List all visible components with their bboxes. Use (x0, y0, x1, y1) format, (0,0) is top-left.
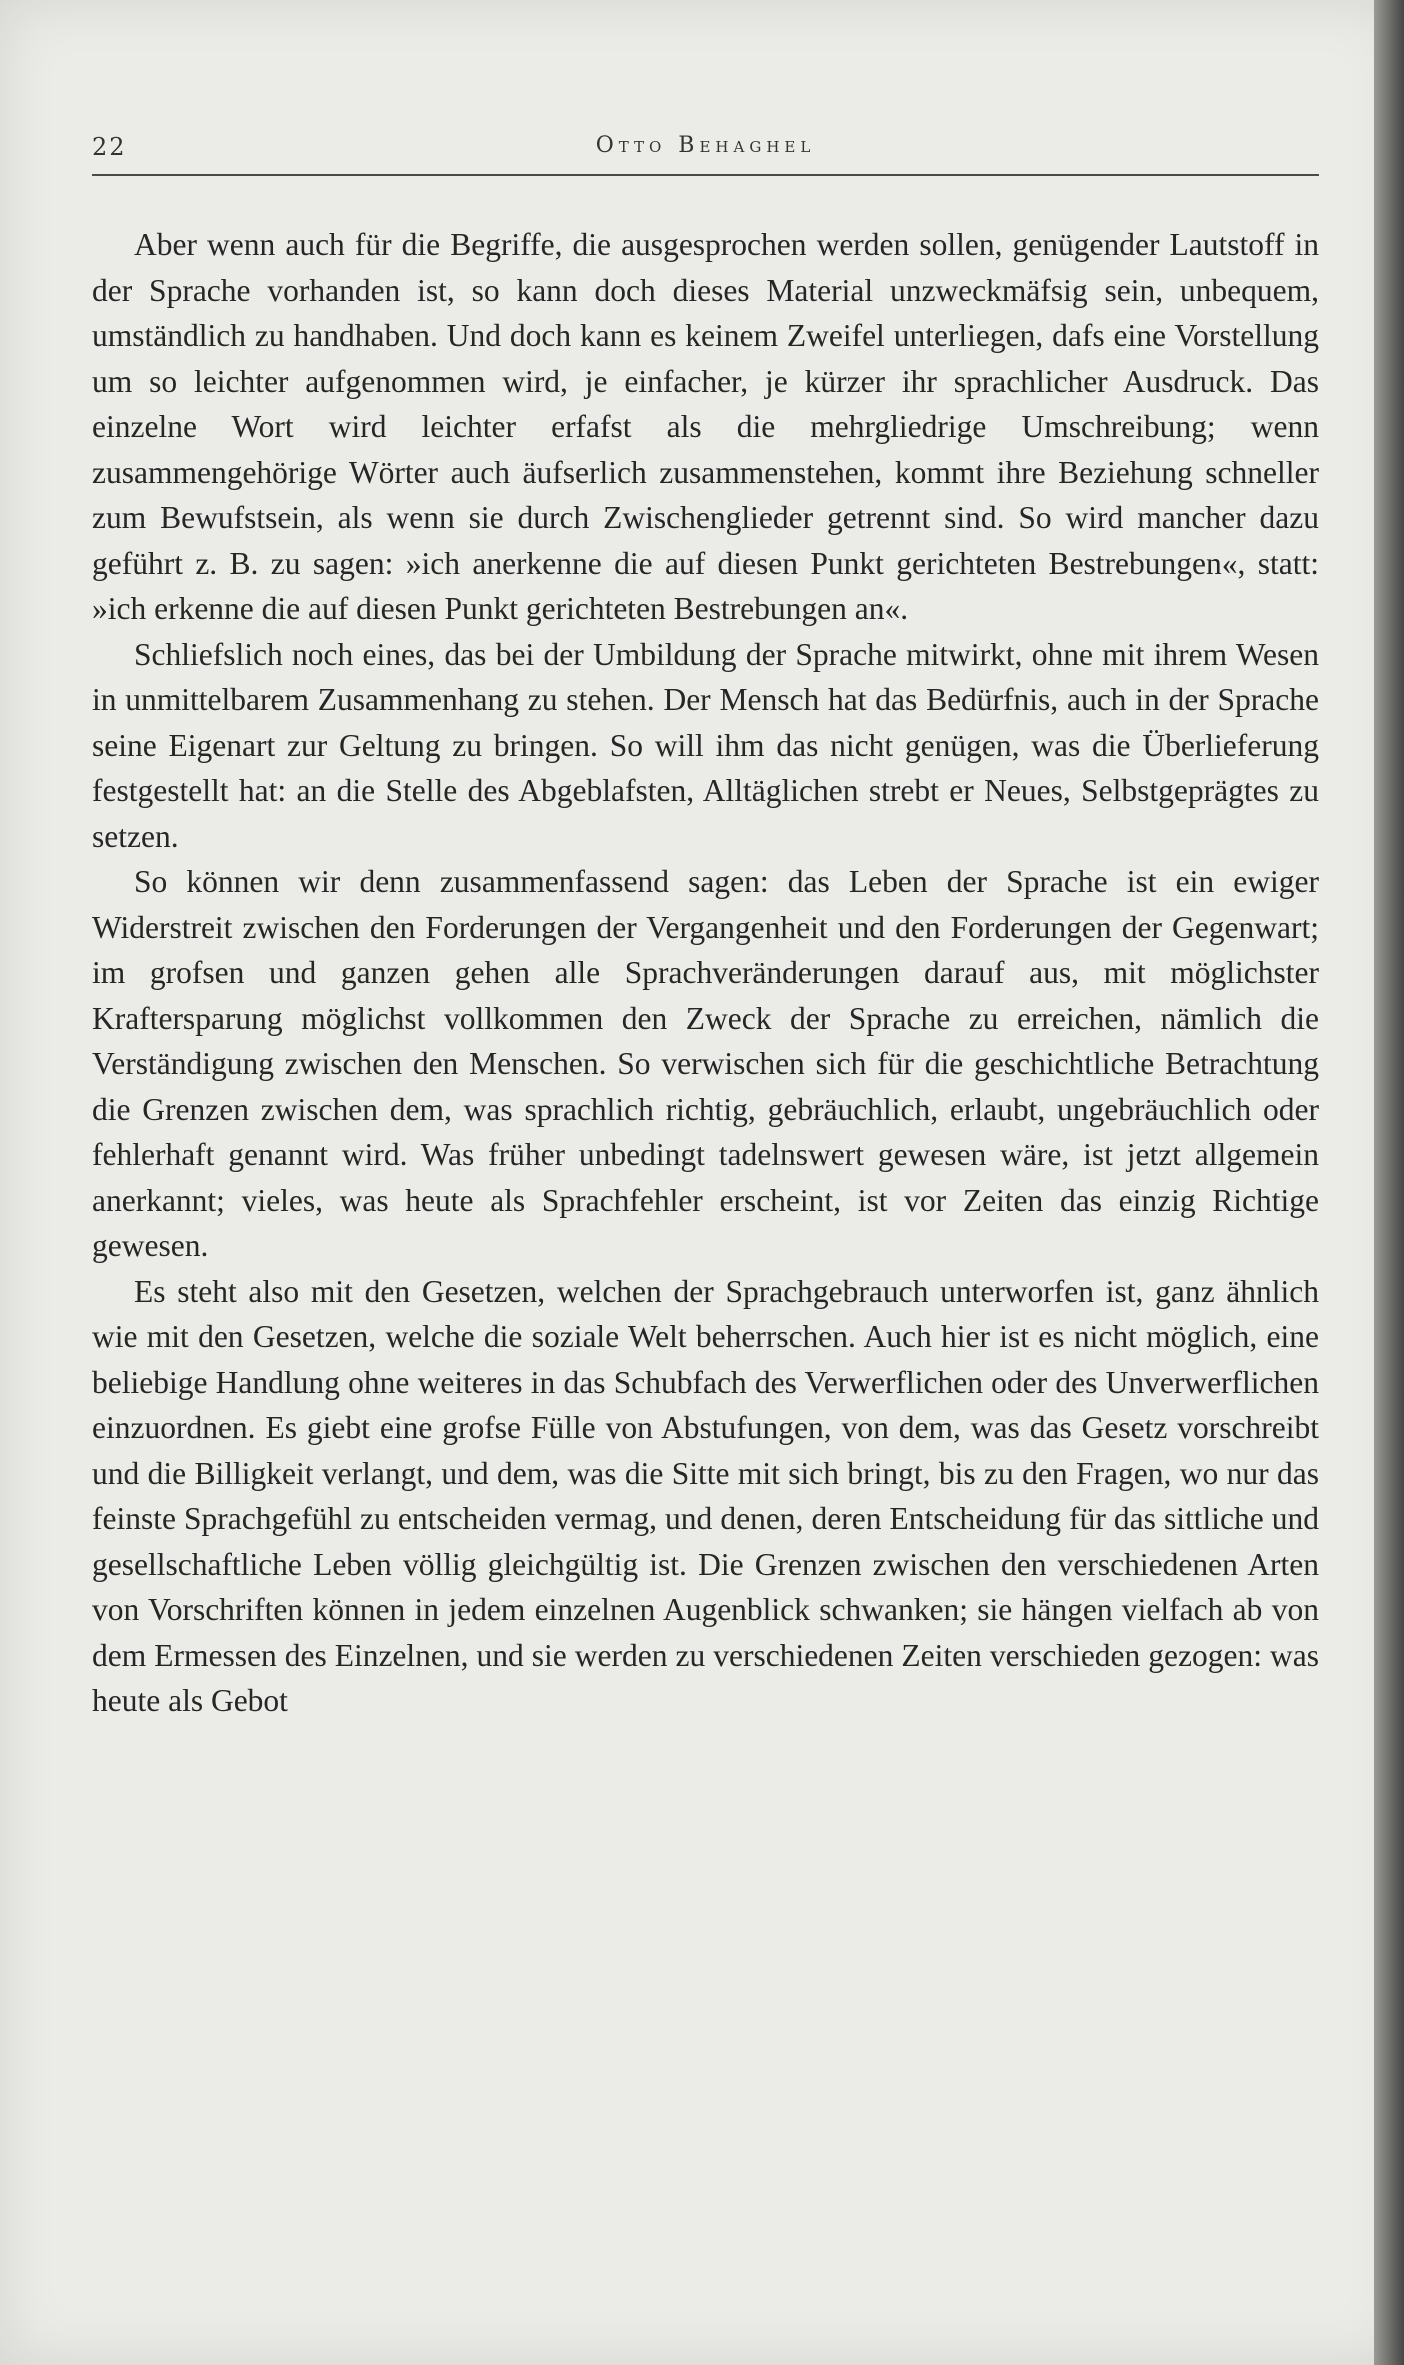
body-text (92, 222, 1319, 1724)
running-head-author: Otto Behaghel (595, 133, 816, 158)
paragraph-4: Es steht also mit den Gesetzen, welchen der Sprachgebrauch unterworfen ist, ganz ähnlich wie mit den Gesetzen, welche die soziale Welt beherrschen. Auch hier ist es nicht möglich, eine beliebige Handlung ohne weiteres in das Schubfach des Verwerflichen oder des Unverwerflichen einzuordnen. Es giebt eine grofse Fülle von Abstufungen, von dem, was das Gesetz vorschreibt und die Billigkeit verlangt, und dem, was die Sitte mit sich bringt, bis zu den Fragen, wo nur das feinste Sprachgefühl zu entscheiden vermag, und denen, deren Entscheidung für das sittliche und gesellschaftliche Leben völlig gleichgültig ist. Die Grenzen zwischen den verschiedenen Arten von Vorschriften können in jedem einzelnen Augenblick schwanken; sie hängen vielfach ab von dem Ermessen des Einzelnen, und sie werden zu verschiedenen Zeiten verschieden gezogen: was heute als Gebot (92, 1273, 1319, 1718)
paragraph-1: Aber wenn auch für die Begriffe, die ausgesprochen werden sollen, genügender Lautstoff in der Sprache vorhanden ist, so kann doch dieses Material unzweckmäfsig sein, unbequem, umständlich zu handhaben. Und doch kann es keinem Zweifel unterliegen, dafs eine Vorstellung um so leichter aufgenommen wird, je einfacher, je kürzer ihr sprachlicher Ausdruck. Das einzelne Wort wird leichter erfafst als die mehrgliedrige Umschreibung; wenn zusammengehörige Wörter auch äufserlich zusammenstehen, kommt ihre Beziehung schneller zum Bewufstsein, als wenn sie durch Zwischenglieder getrennt sind. So wird mancher dazu geführt z. B. zu sagen: »ich anerkenne die auf diesen Punkt gerichteten Bestrebungen«, statt: »ich erkenne die auf diesen Punkt gerichteten Bestrebungen an«. (92, 227, 1319, 626)
paragraph-3: So können wir denn zusammenfassend sagen: das Leben der Sprache ist ein ewiger Widerstreit zwischen den Forderungen der Vergangenheit und den Forderungen der Gegenwart; im grofsen und ganzen gehen alle Sprachveränderungen darauf aus, mit möglichster Kraftersparung möglichst vollkommen den Zweck der Sprache zu erreichen, nämlich die Verständigung zwischen den Menschen. So verwischen sich für die geschichtliche Betrachtung die Grenzen zwischen dem, was sprachlich richtig, gebräuchlich, erlaubt, ungebräuchlich oder fehlerhaft genannt wird. Was früher unbedingt tadelnswert gewesen wäre, ist jetzt allgemein anerkannt; vieles, was heute als Sprachfehler erscheint, ist vor Zeiten das einzig Richtige gewesen. (92, 864, 1319, 1263)
header-rule (92, 174, 1319, 176)
page-header (92, 131, 1319, 171)
paragraph-2: Schliefslich noch eines, das bei der Umbildung der Sprache mitwirkt, ohne mit ihrem Wesen in unmittelbarem Zusammenhang zu stehen. Der Mensch hat das Bedürfnis, auch in der Sprache seine Eigenart zur Geltung zu bringen. So will ihm das nicht genügen, was die Überlieferung festgestellt hat: an die Stelle des Abgeblafsten, Alltäglichen strebt er Neues, Selbstgeprägtes zu setzen. (92, 636, 1319, 854)
page-edge-shadow (1374, 0, 1404, 2365)
page-number: 22 (92, 133, 127, 161)
